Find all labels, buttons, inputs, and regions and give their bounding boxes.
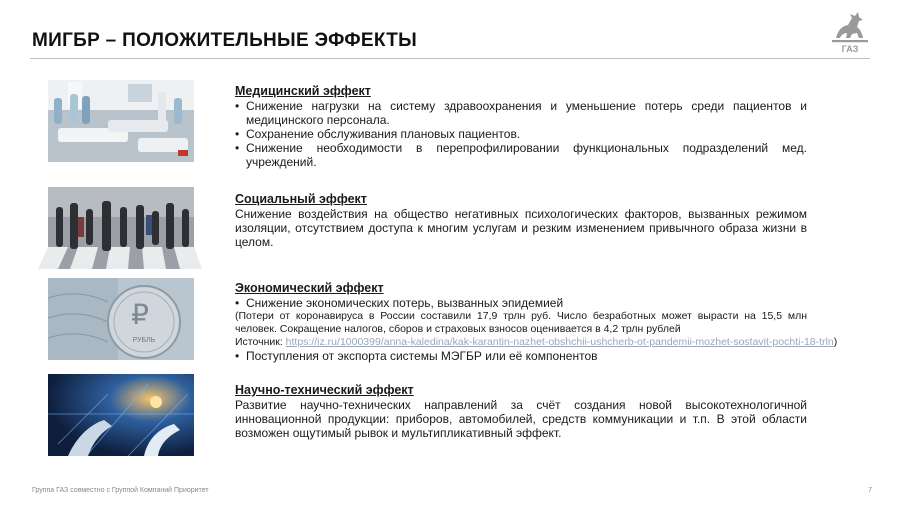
ruble-coin-photo [48,278,194,360]
header-divider [30,58,870,59]
section-heading: Медицинский эффект [235,84,371,98]
list-item: • Снижение нагрузки на систему здравоохранения и уменьшение потерь среди пациентов и медицинского персонала. [235,99,807,127]
list-item: • Снижение необходимости в перепрофилировании функциональных подразделений мед. учреждений. [235,141,807,169]
section-tech [235,383,807,440]
section-medical [235,84,807,169]
source-close: ) [833,336,838,348]
section-social [235,192,807,249]
medical-bullets [235,99,807,169]
section-heading: Социальный эффект [235,192,367,206]
coin-text: РУБЛЬ [132,337,156,344]
source-line [235,336,838,349]
technology-hands-photo [48,374,194,456]
crowd-crosswalk-photo [48,187,194,269]
list-item: • Снижение экономических потерь, вызванных эпидемией [235,296,807,310]
footer-text: Группа ГАЗ совместно с Группой Компаний Приоритет [32,487,209,494]
page-title: МИГБР – ПОЛОЖИТЕЛЬНЫЕ ЭФФЕКТЫ [32,30,417,51]
source-label: Источник: [235,336,286,348]
page-number: 7 [868,487,872,494]
section-heading: Научно-технический эффект [235,383,414,397]
section-heading: Экономический эффект [235,281,384,295]
hospital-ward-photo [48,80,194,162]
economic-note: (Потери от коронавируса в России составили 17,9 трлн руб. Число безработных может вырасти на 15,5 млн человек. Сокращение налогов, сборов и страховых взносов оценивается в 4,2 трлн рублей [235,310,807,335]
section-text: Развитие научно-технических направлений за счёт создания новой высокотехнологичной инновационной продукции: приборов, автомобилей, средств коммуникации и т.п. В этой области возможен ощутимый рывок и мультипликативный эффект. [235,398,807,440]
list-item: • Сохранение обслуживания плановых пациентов. [235,127,807,141]
list-item: • Поступления от экспорта системы МЭГБР или её компонентов [235,349,807,363]
section-economic [235,281,838,363]
section-text: Снижение воздействия на общество негативных психологических факторов, вызванных режимом изоляции, отсутствием доступа к многим услугам и резким изменением привычного образа жизни в целом. [235,207,807,249]
ruble-symbol: ₽ [131,300,149,331]
logo-text: ГАЗ [841,44,859,54]
gaz-logo [828,8,872,54]
source-link[interactable]: https://iz.ru/1000399/anna-kaledina/kak-karantin-nazhet-obshchii-ushcherb-ot-pandemii-mozhet-sostavit-pochti-18-trln [285,336,834,348]
